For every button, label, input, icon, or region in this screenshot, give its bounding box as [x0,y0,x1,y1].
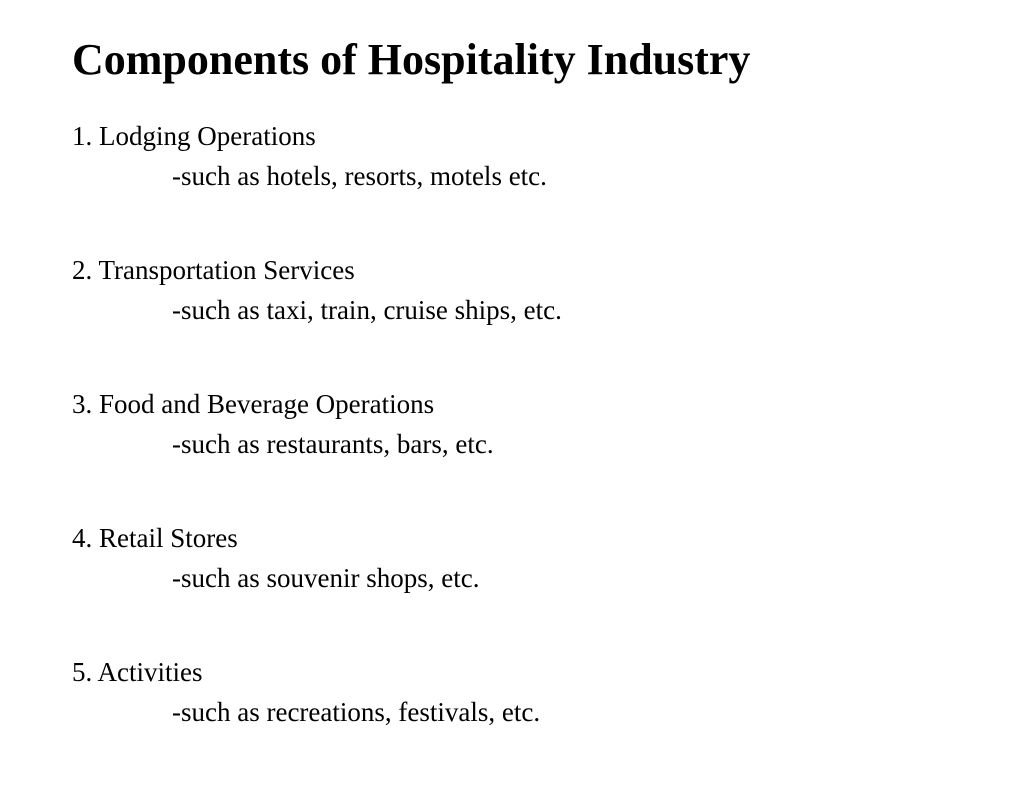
item-heading: 5. Activities [72,657,203,687]
item-heading: 2. Transportation Services [72,255,355,285]
item-heading: 3. Food and Beverage Operations [72,389,435,419]
item-heading: 4. Retail Stores [72,523,238,553]
item-description: -such as recreations, festivals, etc. [172,697,541,727]
item-description: -such as restaurants, bars, etc. [172,429,494,459]
item-description: -such as taxi, train, cruise ships, etc. [172,295,562,325]
item-description: -such as hotels, resorts, motels etc. [172,161,547,191]
item-description: -such as souvenir shops, etc. [172,563,480,593]
list-item [72,384,972,518]
list-item [72,652,972,786]
components-list [72,116,972,786]
list-item [72,116,972,250]
list-item [72,518,972,652]
list-item [72,250,972,384]
item-heading: 1. Lodging Operations [72,121,316,151]
page-title: Components of Hospitality Industry [72,35,751,84]
